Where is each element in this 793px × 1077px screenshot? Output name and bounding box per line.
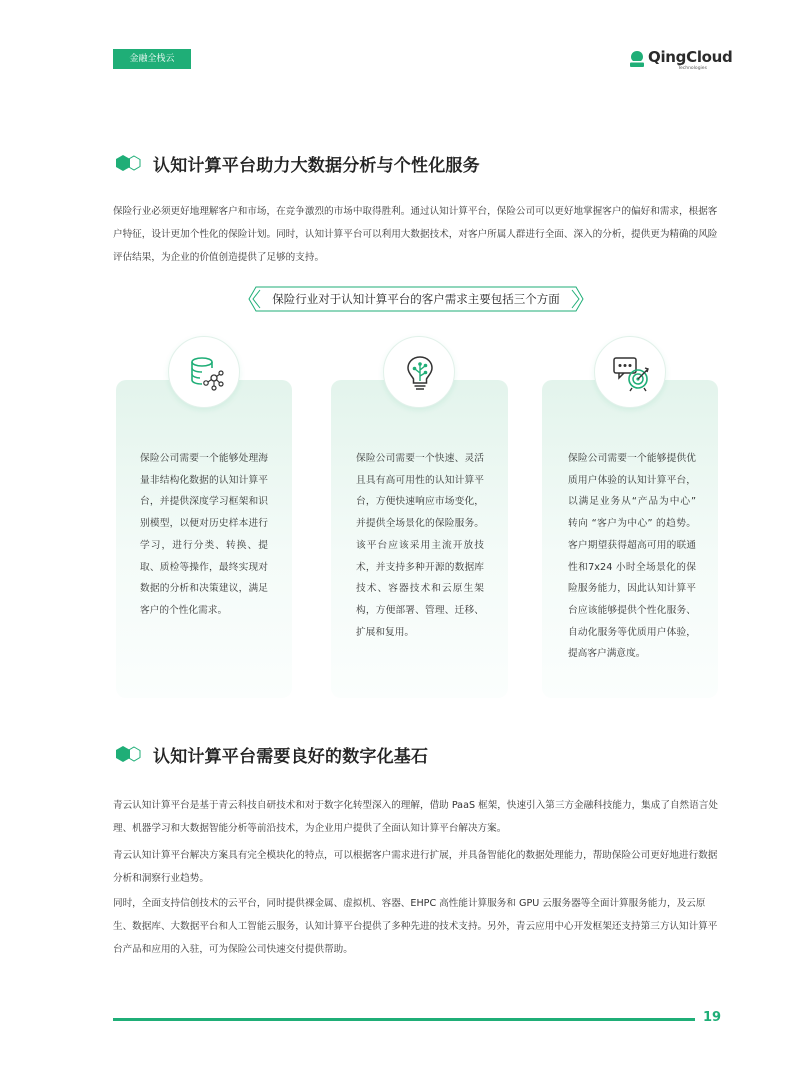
subheading-text: 保险行业对于认知计算平台的客户需求主要包括三个方面 xyxy=(272,292,560,306)
footer-divider xyxy=(113,1018,695,1021)
requirement-card-1-text: 保险公司需要一个能够处理海量非结构化数据的认知计算平台，并提供深度学习框架和识别模型，以便对历史样本进行学习，进行分类、转换、提取、质检等操作，最终实现对数据的分析和决策建议，满足客户的个性化需求。 xyxy=(140,453,268,616)
section1-paragraph: 保险行业必须更好地理解客户和市场，在竞争激烈的市场中取得胜利。通过认知计算平台，保险公司可以更好地掌握客户的偏好和需求，根据客户特征，设计更加个性化的保险计划。同时，认知计算平台可以利用大数据技术，对客户所属人群进行全面、深入的分析，提供更为精确的风险评估结果，为企业的价值创造提供了足够的支持。 xyxy=(113,206,718,263)
hexagon-bullet-icon xyxy=(113,151,143,175)
logo-subtitle: Technologies xyxy=(678,66,707,71)
section2-paragraph-2: 青云认知计算平台解决方案具有完全模块化的特点，可以根据客户需求进行扩展，并具备智能化的数据处理能力，帮助保险公司更好地进行数据分析和洞察行业趋势。 xyxy=(113,850,718,884)
qingcloud-logo-icon xyxy=(629,50,645,68)
card-icon-circle-2 xyxy=(383,336,455,408)
lightbulb-icon xyxy=(400,353,440,393)
section2-paragraph-1: 青云认知计算平台是基于青云科技自研技术和对于数字化转型深入的理解，借助 PaaS 框架，快速引入第三方金融科技能力，集成了自然语言处理、机器学习和大数据智能分析等前沿技术，为企业用户提供了全面认知计算平台解决方案。 xyxy=(113,800,718,834)
requirement-card-2-text: 保险公司需要一个快速、灵活且具有高可用性的认知计算平台，方便快速响应市场变化，并提供全场景化的保险服务。该平台应该采用主流开放技术，并支持多种开源的数据库技术、容器技术和云原生架构，方便部署、管理、迁移、扩展和复用。 xyxy=(356,453,484,638)
database-network-icon xyxy=(185,353,225,393)
card-icon-circle-3 xyxy=(594,336,666,408)
section-title-text: 认知计算平台需要良好的数字化基石 xyxy=(153,746,429,767)
header-category-tag: 金融全栈云 xyxy=(113,49,191,69)
logo-wordmark: QingCloud xyxy=(648,48,733,66)
chat-target-icon xyxy=(611,353,651,393)
qingcloud-logo xyxy=(629,48,733,74)
section-title-2 xyxy=(113,742,428,766)
section-title-1 xyxy=(113,151,480,175)
hexagon-bullet-icon xyxy=(113,742,143,766)
requirement-card-3-text: 保险公司需要一个能够提供优质用户体验的认知计算平台，以满足业务从“产品为中心” 转向 “客户为中心” 的趋势。客户期望获得超高可用的联通性和7x24 小时全场景化的保险服务能力，因此认知计算平台应该能够提供个性化服务、自动化服务等优质用户体验，提高客户满意度。 xyxy=(568,453,696,660)
section2-paragraph-3: 同时，全面支持信创技术的云平台，同时提供裸金属、虚拟机、容器、EHPC 高性能计算服务和 GPU 云服务器等全面计算服务能力，及云原生、数据库、大数据平台和人工智能云服务，认知计算平台提供了多种先进的技术支持。另外，青云应用中心开发框架还支持第三方认知计算平台产品和应用的入驻，可为保险公司快速交付提供帮助。 xyxy=(113,898,718,955)
subheading-banner xyxy=(248,286,584,312)
page-number: 19 xyxy=(703,1010,722,1025)
card-icon-circle-1 xyxy=(168,336,240,408)
section-title-text: 认知计算平台助力大数据分析与个性化服务 xyxy=(153,155,480,176)
